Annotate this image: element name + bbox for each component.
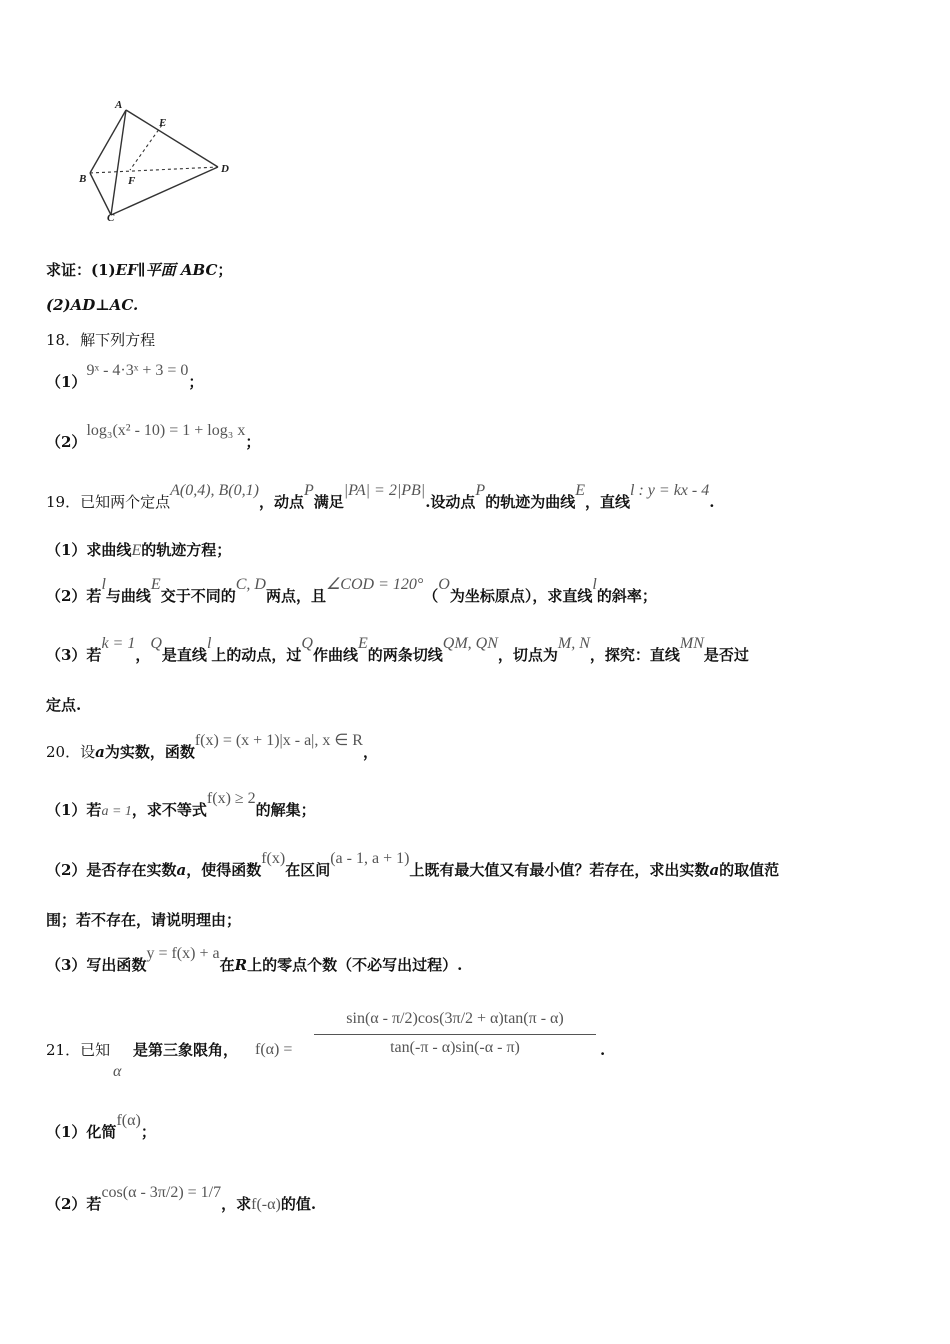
q19-p3-h: ，探究：直线: [589, 646, 680, 664]
q20-part-3: [46, 945, 463, 976]
q20-t1: 20．设: [46, 743, 96, 761]
q20-p2-e: 的取值范: [719, 861, 780, 879]
q19-t7: .: [709, 493, 715, 511]
q20-p2-fx: f(x): [261, 850, 286, 867]
q19-part-3: [46, 635, 749, 666]
q19-p3-g: ，切点为: [497, 646, 558, 664]
q19-p3-q: Q: [150, 635, 162, 652]
q18-p1-end: ；: [188, 373, 204, 391]
vertex-label-f: F: [128, 175, 136, 187]
q19-p2-f: 为坐标原点），求直线: [449, 587, 593, 605]
q21-p1-f: f(α): [116, 1112, 141, 1129]
vertex-label-b: B: [79, 173, 87, 185]
q18-p2-end: ；: [245, 433, 261, 451]
q20-p1-c: 的解集；: [255, 801, 316, 819]
q17-prove-line-1: [46, 260, 232, 280]
q19-p2-g: 的斜率；: [596, 587, 657, 605]
q20-p3-yfx: y = f(x) + a: [146, 945, 220, 962]
q19-p3-e: 作曲线: [312, 646, 358, 664]
tetrahedron-figure: [70, 95, 240, 225]
q21-p2-c: 的值.: [280, 1195, 317, 1213]
q19-p1-e: E: [131, 542, 142, 559]
q19-point-p-2: P: [475, 482, 486, 499]
q21-numerator: sin(α - π/2)cos(3π/2 + α)tan(π - α): [314, 1010, 596, 1035]
q19-p3-f: 的两条切线: [367, 646, 443, 664]
q21-f-alpha: f(α) =: [255, 1041, 293, 1058]
q20-p2-b: ，使得函数: [186, 861, 262, 879]
vertex-label-e: E: [159, 117, 167, 129]
q19-fixed-points: A(0,4), B(0,1): [170, 482, 259, 499]
q21-p2-b: ，求: [221, 1195, 252, 1213]
q19-part-2: [46, 576, 657, 607]
q20-p2-interval: (a - 1, a + 1): [330, 850, 410, 867]
q19-point-p: P: [303, 482, 314, 499]
q20-stem: [46, 732, 378, 763]
q21-fraction: [314, 1010, 596, 1057]
q21-part-1: [46, 1112, 156, 1143]
q21-p2-f-neg: f(-α): [251, 1196, 281, 1213]
q19-p3-a: （3）若: [46, 646, 102, 664]
q20-a: a: [95, 743, 105, 761]
q20-t3: ，: [362, 743, 378, 761]
q20-p1-b: ，求不等式: [131, 801, 207, 819]
q19-p3-mn-points: M, N: [557, 635, 590, 652]
q19-p3-i: 是否过: [703, 646, 749, 664]
q21-p2-a: （2）若: [46, 1195, 102, 1213]
q19-p2-d: 两点，且: [265, 587, 326, 605]
vertex-label-d: D: [221, 163, 229, 175]
q17-semicolon: ；: [217, 261, 233, 279]
q19-p3-q-2: Q: [301, 635, 313, 652]
q20-t2: 为实数，函数: [104, 743, 195, 761]
q20-p1-a: （1）若: [46, 801, 102, 819]
vertex-label-c: C: [107, 212, 115, 224]
q19-p3-k: k = 1: [101, 635, 136, 652]
q19-p2-e-paren: （: [423, 587, 439, 605]
q20-p2-a: （2）是否存在实数: [46, 861, 177, 879]
q19-p1-a: （1）求曲线: [46, 541, 132, 559]
q21-stem: [46, 1040, 110, 1060]
q19-p3-b: ，: [135, 646, 151, 664]
q19-part-1: [46, 540, 231, 561]
q20-part-1: [46, 790, 316, 822]
q18-p1-label: （1）: [46, 373, 87, 391]
q20-p1-ineq: f(x) ≥ 2: [206, 790, 256, 807]
q18-p1-equation: 9ˣ - 4·3ˣ + 3 = 0: [86, 362, 189, 379]
q19-t4: .设动点: [425, 493, 476, 511]
q19-curve-e: E: [575, 482, 585, 499]
q19-t2: ，动点: [258, 493, 304, 511]
q19-p1-b: 的轨迹方程；: [141, 541, 232, 559]
q19-p2-o: O: [438, 576, 450, 593]
q19-t1: 19．已知两个定点: [46, 493, 171, 511]
q19-part-3-cont: 定点.: [46, 696, 82, 714]
q19-p3-tangents: QM, QN: [442, 635, 498, 652]
q20-p3-b: 在: [219, 956, 235, 974]
q21-t1: 21．已知: [46, 1041, 111, 1059]
q19-p3-d: 上的动点，过: [211, 646, 302, 664]
q20-p2-var-a: a: [176, 861, 187, 879]
q20-part-2: [46, 850, 780, 881]
q20-p3-a: （3）写出函数: [46, 956, 147, 974]
q19-t3: 满足: [313, 493, 344, 511]
q17-prove-prefix: 求证：(1): [46, 261, 116, 279]
q20-p2-c: 在区间: [285, 861, 331, 879]
q19-p3-l: l: [206, 635, 212, 652]
q19-t5: 的轨迹为曲线: [485, 493, 576, 511]
q21-p1-b: ；: [140, 1123, 156, 1141]
q19-stem: [46, 482, 715, 513]
q18-title: 18．解下列方程: [46, 331, 156, 349]
q18-p2-equation: log₃(x² - 10) = 1 + log₃ x: [86, 422, 246, 439]
q19-p2-a: （2）若: [46, 587, 102, 605]
q20-p2-d: 上既有最大值又有最小值？若存在，求出实数: [409, 861, 710, 879]
q18-part-2: [46, 422, 261, 453]
q19-p2-e: E: [150, 576, 161, 593]
q19-p2-l: l: [101, 576, 106, 593]
q20-p2-var-a-2: a: [709, 861, 720, 879]
q19-p3-mn: MN: [679, 635, 704, 652]
q18-p2-label: （2）: [46, 433, 87, 451]
q20-function: f(x) = (x + 1)|x - a|, x ∈ R: [194, 732, 363, 749]
q18-part-1: [46, 362, 204, 393]
q19-p2-cd: C, D: [235, 576, 266, 593]
q19-t6: ，直线: [585, 493, 631, 511]
q21-p1-a: （1）化简: [46, 1123, 117, 1141]
q21-p2-condition: cos(α - 3π/2) = 1/7: [101, 1184, 222, 1201]
q19-condition: |PA| = 2|PB|: [343, 482, 426, 499]
vertex-label-a: A: [115, 99, 123, 111]
q19-p2-b: 与曲线: [105, 587, 151, 605]
q19-p2-angle: ∠COD = 120°: [325, 576, 424, 593]
q20-p3-c: 上的零点个数（不必写出过程）.: [247, 956, 463, 974]
q19-p3-c: 是直线: [161, 646, 207, 664]
q17-prove-1: EF∥平面 ABC: [115, 261, 218, 279]
q21-part-2: [46, 1184, 317, 1215]
q19-p2-c: 交于不同的: [160, 587, 236, 605]
q20-part-2-cont: 围；若不存在，请说明理由；: [46, 911, 242, 929]
q19-p3-curve: E: [357, 635, 368, 652]
q21-denominator: tan(-π - α)sin(-α - π): [390, 1039, 520, 1056]
q21-alpha: α: [113, 1063, 122, 1080]
q17-prove-line-2: (2)AD⊥AC.: [46, 296, 139, 314]
q20-p1-a1: a = 1: [101, 804, 132, 819]
q19-line-l: l : y = kx - 4: [630, 482, 710, 499]
q21-t3: .: [600, 1041, 606, 1059]
q21-t2: 是第三象限角，: [133, 1041, 239, 1059]
q19-p2-l-2: l: [592, 576, 597, 593]
q20-p3-r: R: [234, 956, 248, 974]
